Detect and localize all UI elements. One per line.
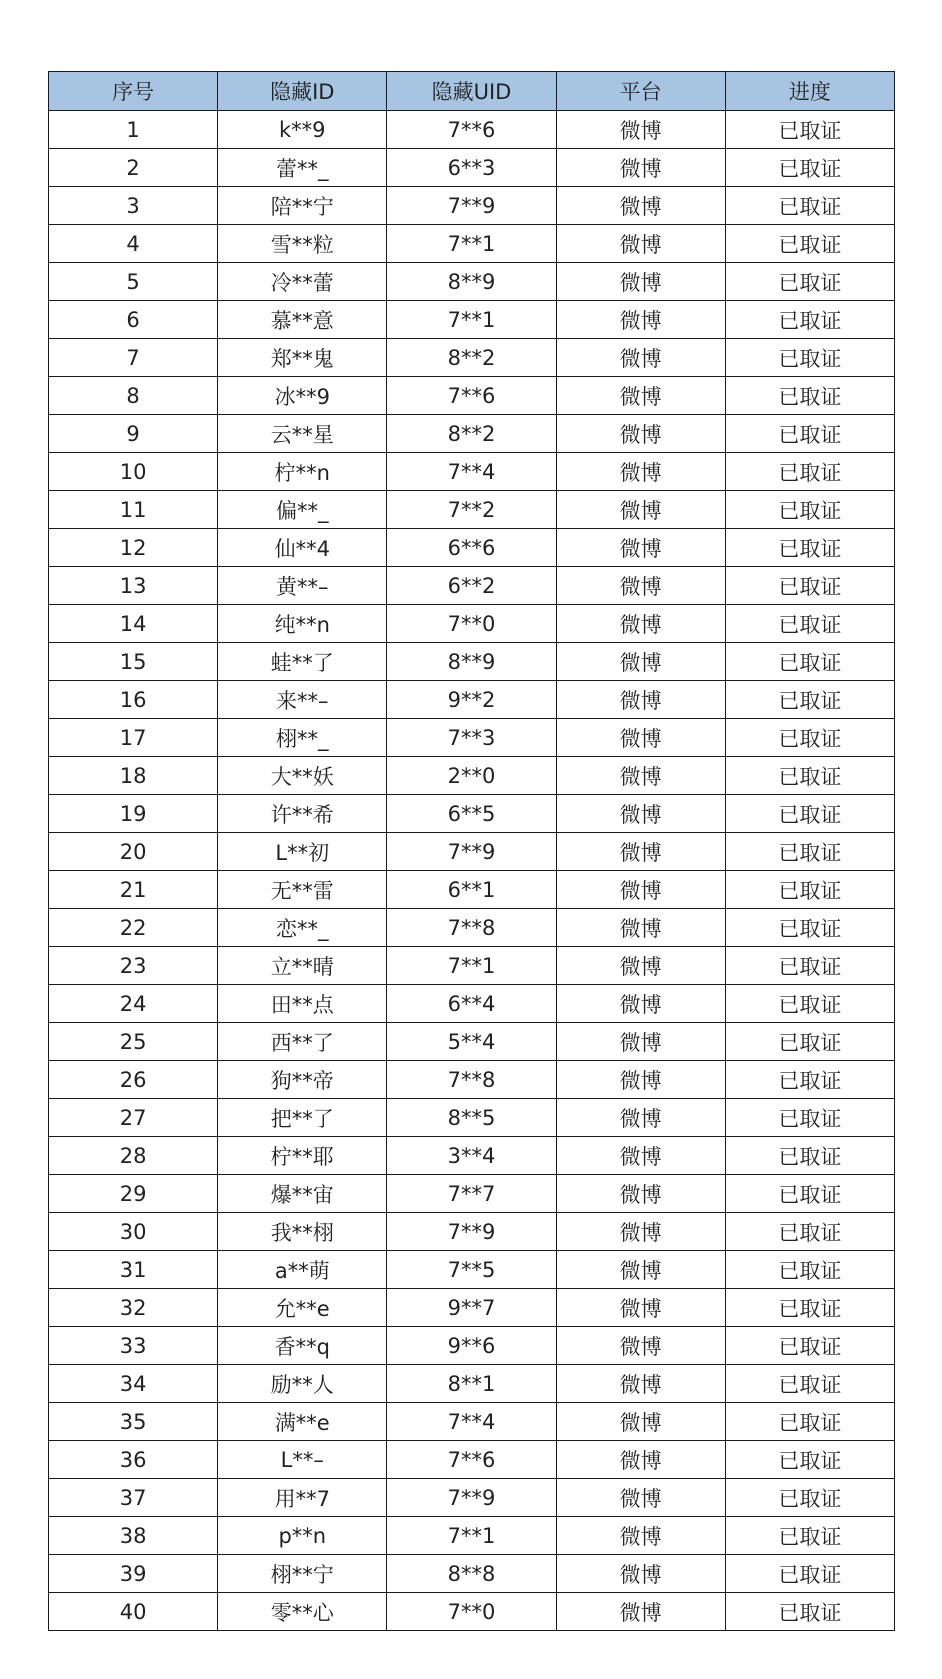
cell-hidden-uid: 8**5 bbox=[387, 1099, 556, 1137]
cell-hidden-id: 来**– bbox=[218, 681, 387, 719]
cell-progress: 已取证 bbox=[725, 719, 894, 757]
cell-hidden-id: 蕾**_ bbox=[218, 149, 387, 187]
cell-index: 18 bbox=[49, 757, 218, 795]
cell-hidden-id: 黄**– bbox=[218, 567, 387, 605]
cell-platform: 微博 bbox=[556, 1403, 725, 1441]
cell-hidden-uid: 9**6 bbox=[387, 1327, 556, 1365]
cell-platform: 微博 bbox=[556, 377, 725, 415]
cell-progress: 已取证 bbox=[725, 757, 894, 795]
table-row bbox=[49, 719, 895, 757]
cell-hidden-id: 云**星 bbox=[218, 415, 387, 453]
cell-progress: 已取证 bbox=[725, 605, 894, 643]
cell-index: 17 bbox=[49, 719, 218, 757]
table-row bbox=[49, 643, 895, 681]
cell-progress: 已取证 bbox=[725, 1175, 894, 1213]
table-row bbox=[49, 187, 895, 225]
cell-hidden-uid: 7**8 bbox=[387, 1061, 556, 1099]
cell-progress: 已取证 bbox=[725, 453, 894, 491]
cell-index: 25 bbox=[49, 1023, 218, 1061]
table-row bbox=[49, 1555, 895, 1593]
table-row bbox=[49, 529, 895, 567]
cell-index: 19 bbox=[49, 795, 218, 833]
cell-hidden-id: 栩**_ bbox=[218, 719, 387, 757]
cell-platform: 微博 bbox=[556, 1479, 725, 1517]
cell-progress: 已取证 bbox=[725, 985, 894, 1023]
cell-index: 4 bbox=[49, 225, 218, 263]
cell-hidden-uid: 7**5 bbox=[387, 1251, 556, 1289]
cell-hidden-id: 零**心 bbox=[218, 1593, 387, 1631]
cell-hidden-id: 偏**_ bbox=[218, 491, 387, 529]
cell-hidden-id: 柠**耶 bbox=[218, 1137, 387, 1175]
table-row bbox=[49, 985, 895, 1023]
cell-progress: 已取证 bbox=[725, 909, 894, 947]
table-row bbox=[49, 1593, 895, 1631]
cell-progress: 已取证 bbox=[725, 111, 894, 149]
cell-hidden-id: 用**7 bbox=[218, 1479, 387, 1517]
cell-hidden-uid: 8**9 bbox=[387, 643, 556, 681]
cell-progress: 已取证 bbox=[725, 643, 894, 681]
cell-hidden-id: 立**晴 bbox=[218, 947, 387, 985]
cell-index: 27 bbox=[49, 1099, 218, 1137]
cell-hidden-uid: 7**6 bbox=[387, 1441, 556, 1479]
cell-hidden-uid: 7**4 bbox=[387, 453, 556, 491]
cell-index: 24 bbox=[49, 985, 218, 1023]
table-row bbox=[49, 1403, 895, 1441]
cell-hidden-uid: 6**5 bbox=[387, 795, 556, 833]
cell-hidden-uid: 5**4 bbox=[387, 1023, 556, 1061]
cell-index: 12 bbox=[49, 529, 218, 567]
cell-hidden-id: 把**了 bbox=[218, 1099, 387, 1137]
cell-hidden-uid: 3**4 bbox=[387, 1137, 556, 1175]
cell-hidden-uid: 7**6 bbox=[387, 377, 556, 415]
cell-index: 30 bbox=[49, 1213, 218, 1251]
cell-hidden-id: 香**q bbox=[218, 1327, 387, 1365]
cell-hidden-uid: 7**2 bbox=[387, 491, 556, 529]
cell-index: 29 bbox=[49, 1175, 218, 1213]
cell-index: 33 bbox=[49, 1327, 218, 1365]
cell-hidden-id: 无**雷 bbox=[218, 871, 387, 909]
cell-progress: 已取证 bbox=[725, 567, 894, 605]
header-hidden-id: 隐藏ID bbox=[218, 72, 387, 111]
cell-hidden-id: 郑**鬼 bbox=[218, 339, 387, 377]
cell-progress: 已取证 bbox=[725, 1213, 894, 1251]
cell-hidden-id: 柠**n bbox=[218, 453, 387, 491]
table-header bbox=[49, 72, 895, 111]
cell-index: 14 bbox=[49, 605, 218, 643]
cell-hidden-uid: 7**4 bbox=[387, 1403, 556, 1441]
cell-platform: 微博 bbox=[556, 453, 725, 491]
cell-platform: 微博 bbox=[556, 719, 725, 757]
table-row bbox=[49, 1327, 895, 1365]
cell-index: 5 bbox=[49, 263, 218, 301]
table-row bbox=[49, 491, 895, 529]
cell-progress: 已取证 bbox=[725, 149, 894, 187]
cell-platform: 微博 bbox=[556, 1593, 725, 1631]
cell-platform: 微博 bbox=[556, 1289, 725, 1327]
cell-hidden-id: k**9 bbox=[218, 111, 387, 149]
cell-index: 26 bbox=[49, 1061, 218, 1099]
cell-platform: 微博 bbox=[556, 1251, 725, 1289]
cell-progress: 已取证 bbox=[725, 681, 894, 719]
cell-platform: 微博 bbox=[556, 187, 725, 225]
cell-progress: 已取证 bbox=[725, 225, 894, 263]
cell-progress: 已取证 bbox=[725, 415, 894, 453]
cell-platform: 微博 bbox=[556, 339, 725, 377]
cell-hidden-id: a**萌 bbox=[218, 1251, 387, 1289]
cell-index: 28 bbox=[49, 1137, 218, 1175]
cell-platform: 微博 bbox=[556, 1365, 725, 1403]
cell-platform: 微博 bbox=[556, 833, 725, 871]
cell-hidden-uid: 7**3 bbox=[387, 719, 556, 757]
cell-hidden-id: 我**栩 bbox=[218, 1213, 387, 1251]
cell-platform: 微博 bbox=[556, 605, 725, 643]
cell-hidden-uid: 7**1 bbox=[387, 947, 556, 985]
cell-hidden-id: p**n bbox=[218, 1517, 387, 1555]
cell-platform: 微博 bbox=[556, 1061, 725, 1099]
table-row bbox=[49, 225, 895, 263]
cell-hidden-uid: 8**2 bbox=[387, 415, 556, 453]
cell-progress: 已取证 bbox=[725, 795, 894, 833]
cell-progress: 已取证 bbox=[725, 377, 894, 415]
cell-index: 1 bbox=[49, 111, 218, 149]
cell-hidden-id: 慕**意 bbox=[218, 301, 387, 339]
cell-progress: 已取证 bbox=[725, 1593, 894, 1631]
cell-progress: 已取证 bbox=[725, 263, 894, 301]
cell-hidden-uid: 7**9 bbox=[387, 1479, 556, 1517]
table-row bbox=[49, 1441, 895, 1479]
cell-progress: 已取证 bbox=[725, 1555, 894, 1593]
table-row bbox=[49, 149, 895, 187]
cell-progress: 已取证 bbox=[725, 947, 894, 985]
cell-index: 39 bbox=[49, 1555, 218, 1593]
evidence-table bbox=[48, 71, 895, 1631]
cell-hidden-uid: 7**9 bbox=[387, 1213, 556, 1251]
cell-hidden-uid: 8**8 bbox=[387, 1555, 556, 1593]
cell-progress: 已取证 bbox=[725, 833, 894, 871]
cell-hidden-uid: 6**2 bbox=[387, 567, 556, 605]
table-row bbox=[49, 1099, 895, 1137]
header-progress: 进度 bbox=[725, 72, 894, 111]
cell-hidden-uid: 7**1 bbox=[387, 301, 556, 339]
cell-hidden-id: 大**妖 bbox=[218, 757, 387, 795]
cell-platform: 微博 bbox=[556, 491, 725, 529]
cell-platform: 微博 bbox=[556, 643, 725, 681]
cell-hidden-uid: 9**2 bbox=[387, 681, 556, 719]
cell-index: 15 bbox=[49, 643, 218, 681]
cell-hidden-id: 栩**宁 bbox=[218, 1555, 387, 1593]
header-index: 序号 bbox=[49, 72, 218, 111]
cell-platform: 微博 bbox=[556, 529, 725, 567]
cell-hidden-uid: 8**1 bbox=[387, 1365, 556, 1403]
cell-index: 38 bbox=[49, 1517, 218, 1555]
table-row bbox=[49, 681, 895, 719]
cell-hidden-uid: 2**0 bbox=[387, 757, 556, 795]
cell-hidden-uid: 7**6 bbox=[387, 111, 556, 149]
cell-progress: 已取证 bbox=[725, 339, 894, 377]
cell-hidden-uid: 7**1 bbox=[387, 225, 556, 263]
cell-progress: 已取证 bbox=[725, 1289, 894, 1327]
cell-hidden-uid: 7**0 bbox=[387, 1593, 556, 1631]
cell-progress: 已取证 bbox=[725, 1365, 894, 1403]
cell-index: 7 bbox=[49, 339, 218, 377]
cell-progress: 已取证 bbox=[725, 1517, 894, 1555]
cell-platform: 微博 bbox=[556, 1517, 725, 1555]
cell-platform: 微博 bbox=[556, 795, 725, 833]
cell-index: 22 bbox=[49, 909, 218, 947]
table-row bbox=[49, 1365, 895, 1403]
cell-hidden-id: 蛙**了 bbox=[218, 643, 387, 681]
cell-progress: 已取证 bbox=[725, 1099, 894, 1137]
cell-progress: 已取证 bbox=[725, 1061, 894, 1099]
header-hidden-uid: 隐藏UID bbox=[387, 72, 556, 111]
cell-platform: 微博 bbox=[556, 1023, 725, 1061]
cell-platform: 微博 bbox=[556, 149, 725, 187]
table-row bbox=[49, 377, 895, 415]
cell-platform: 微博 bbox=[556, 1099, 725, 1137]
cell-index: 9 bbox=[49, 415, 218, 453]
cell-platform: 微博 bbox=[556, 225, 725, 263]
table-row bbox=[49, 263, 895, 301]
cell-platform: 微博 bbox=[556, 1175, 725, 1213]
cell-platform: 微博 bbox=[556, 415, 725, 453]
table-row bbox=[49, 415, 895, 453]
header-row bbox=[49, 72, 895, 111]
table-row bbox=[49, 1023, 895, 1061]
cell-progress: 已取证 bbox=[725, 1403, 894, 1441]
cell-progress: 已取证 bbox=[725, 301, 894, 339]
cell-index: 34 bbox=[49, 1365, 218, 1403]
cell-index: 21 bbox=[49, 871, 218, 909]
table-row bbox=[49, 1061, 895, 1099]
cell-progress: 已取证 bbox=[725, 491, 894, 529]
table-row bbox=[49, 1137, 895, 1175]
cell-hidden-uid: 7**9 bbox=[387, 833, 556, 871]
table-row bbox=[49, 1175, 895, 1213]
table-row bbox=[49, 1479, 895, 1517]
cell-platform: 微博 bbox=[556, 947, 725, 985]
cell-hidden-id: 满**e bbox=[218, 1403, 387, 1441]
table-body bbox=[49, 111, 895, 1631]
cell-hidden-id: 西**了 bbox=[218, 1023, 387, 1061]
cell-platform: 微博 bbox=[556, 567, 725, 605]
table-row bbox=[49, 871, 895, 909]
cell-platform: 微博 bbox=[556, 681, 725, 719]
cell-hidden-id: 田**点 bbox=[218, 985, 387, 1023]
cell-progress: 已取证 bbox=[725, 1327, 894, 1365]
cell-hidden-uid: 6**4 bbox=[387, 985, 556, 1023]
cell-hidden-uid: 9**7 bbox=[387, 1289, 556, 1327]
cell-index: 37 bbox=[49, 1479, 218, 1517]
cell-hidden-id: 陪**宁 bbox=[218, 187, 387, 225]
table-row bbox=[49, 111, 895, 149]
table-row bbox=[49, 605, 895, 643]
cell-hidden-id: 雪**粒 bbox=[218, 225, 387, 263]
cell-hidden-uid: 8**9 bbox=[387, 263, 556, 301]
cell-hidden-uid: 6**3 bbox=[387, 149, 556, 187]
cell-platform: 微博 bbox=[556, 909, 725, 947]
cell-hidden-id: 许**希 bbox=[218, 795, 387, 833]
cell-hidden-id: 冰**9 bbox=[218, 377, 387, 415]
cell-index: 40 bbox=[49, 1593, 218, 1631]
cell-platform: 微博 bbox=[556, 1213, 725, 1251]
cell-hidden-uid: 7**0 bbox=[387, 605, 556, 643]
cell-platform: 微博 bbox=[556, 1327, 725, 1365]
cell-hidden-uid: 6**1 bbox=[387, 871, 556, 909]
cell-index: 36 bbox=[49, 1441, 218, 1479]
cell-hidden-id: 爆**宙 bbox=[218, 1175, 387, 1213]
cell-hidden-uid: 7**8 bbox=[387, 909, 556, 947]
cell-platform: 微博 bbox=[556, 985, 725, 1023]
cell-index: 31 bbox=[49, 1251, 218, 1289]
cell-hidden-uid: 8**2 bbox=[387, 339, 556, 377]
cell-hidden-id: 励**人 bbox=[218, 1365, 387, 1403]
cell-index: 6 bbox=[49, 301, 218, 339]
cell-platform: 微博 bbox=[556, 1555, 725, 1593]
table-row bbox=[49, 795, 895, 833]
cell-index: 13 bbox=[49, 567, 218, 605]
cell-hidden-uid: 7**1 bbox=[387, 1517, 556, 1555]
cell-hidden-uid: 7**7 bbox=[387, 1175, 556, 1213]
cell-index: 23 bbox=[49, 947, 218, 985]
cell-progress: 已取证 bbox=[725, 529, 894, 567]
cell-platform: 微博 bbox=[556, 757, 725, 795]
table-row bbox=[49, 1517, 895, 1555]
table-row bbox=[49, 301, 895, 339]
cell-platform: 微博 bbox=[556, 871, 725, 909]
cell-index: 35 bbox=[49, 1403, 218, 1441]
cell-progress: 已取证 bbox=[725, 1023, 894, 1061]
table-row bbox=[49, 567, 895, 605]
cell-progress: 已取证 bbox=[725, 1479, 894, 1517]
cell-index: 16 bbox=[49, 681, 218, 719]
table-row bbox=[49, 1213, 895, 1251]
cell-progress: 已取证 bbox=[725, 871, 894, 909]
cell-platform: 微博 bbox=[556, 263, 725, 301]
cell-progress: 已取证 bbox=[725, 1441, 894, 1479]
cell-index: 11 bbox=[49, 491, 218, 529]
cell-progress: 已取证 bbox=[725, 187, 894, 225]
cell-hidden-uid: 7**9 bbox=[387, 187, 556, 225]
cell-hidden-uid: 6**6 bbox=[387, 529, 556, 567]
table-row bbox=[49, 1289, 895, 1327]
table-row bbox=[49, 909, 895, 947]
cell-index: 2 bbox=[49, 149, 218, 187]
cell-index: 10 bbox=[49, 453, 218, 491]
table-row bbox=[49, 1251, 895, 1289]
cell-hidden-id: 狗**帝 bbox=[218, 1061, 387, 1099]
cell-index: 8 bbox=[49, 377, 218, 415]
cell-platform: 微博 bbox=[556, 111, 725, 149]
cell-platform: 微博 bbox=[556, 301, 725, 339]
cell-hidden-id: 纯**n bbox=[218, 605, 387, 643]
table-row bbox=[49, 947, 895, 985]
cell-hidden-id: L**– bbox=[218, 1441, 387, 1479]
cell-hidden-id: 冷**蕾 bbox=[218, 263, 387, 301]
cell-index: 20 bbox=[49, 833, 218, 871]
table-row bbox=[49, 833, 895, 871]
cell-hidden-id: 仙**4 bbox=[218, 529, 387, 567]
cell-platform: 微博 bbox=[556, 1137, 725, 1175]
table-row bbox=[49, 757, 895, 795]
header-platform: 平台 bbox=[556, 72, 725, 111]
cell-hidden-id: 恋**_ bbox=[218, 909, 387, 947]
cell-index: 32 bbox=[49, 1289, 218, 1327]
table-row bbox=[49, 453, 895, 491]
cell-hidden-id: L**初 bbox=[218, 833, 387, 871]
table-row bbox=[49, 339, 895, 377]
cell-progress: 已取证 bbox=[725, 1137, 894, 1175]
cell-index: 3 bbox=[49, 187, 218, 225]
cell-hidden-id: 允**e bbox=[218, 1289, 387, 1327]
cell-progress: 已取证 bbox=[725, 1251, 894, 1289]
cell-platform: 微博 bbox=[556, 1441, 725, 1479]
